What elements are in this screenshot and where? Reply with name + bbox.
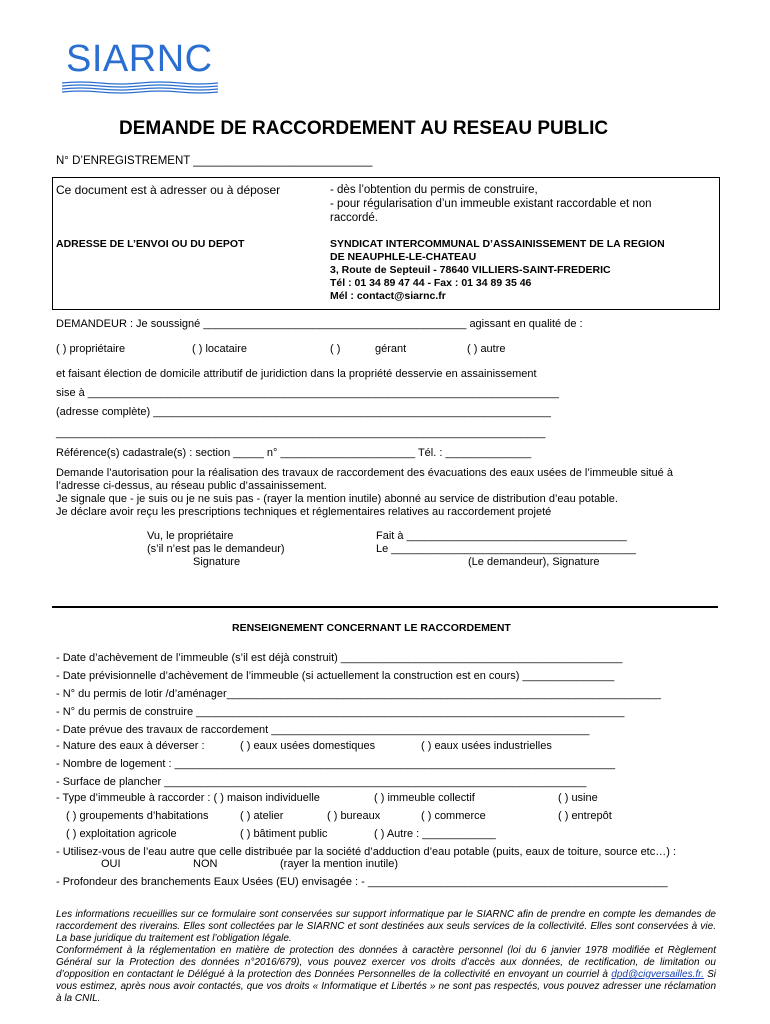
send-instruction: Ce document est à adresser ou à déposer [56, 183, 281, 197]
answer-no[interactable]: NON [193, 858, 218, 870]
address-extra-line[interactable]: ________________________________________________________________________________ [56, 427, 546, 439]
checkbox-industrial-water[interactable]: ( ) eaux usées industrielles [421, 740, 552, 752]
checkbox-offices[interactable]: ( ) bureaux [327, 810, 381, 822]
address-line-1: SYNDICAT INTERCOMMUNAL D’ASSAINISSEMENT DE LA REGION [330, 238, 665, 250]
cadastral-reference-field[interactable]: Référence(s) cadastrale(s) : section _____ n° ______________________ Tél. : ______________ [56, 447, 532, 459]
deposit-condition-2: - pour régularisation d’un immeuble existant raccordable et non [330, 198, 652, 210]
request-paragraph-4: Je déclare avoir reçu les prescriptions techniques et réglementaires relatives au raccordement projeté [56, 506, 552, 518]
checkbox-manager[interactable]: ( ) [330, 343, 341, 355]
full-address-field[interactable]: (adresse complète) _________________________________________________________________ [56, 406, 551, 418]
applicant-name-field[interactable]: DEMANDEUR : Je soussigné ___________________________________________ agissant en qualité de : [56, 318, 583, 330]
dpo-email-link[interactable]: dpd@cigversailles.fr. [611, 969, 704, 980]
checkbox-other[interactable]: ( ) autre [467, 343, 506, 355]
checkbox-tenant[interactable]: ( ) locataire [192, 343, 248, 355]
completion-date-field[interactable]: - Date d’achèvement de l’immeuble (s’il est déjà construit) ______________________________________________ [56, 652, 623, 664]
election-text: et faisant élection de domicile attributif de juridiction dans la propriété desservie en assainissement [56, 368, 537, 380]
checkbox-public-building[interactable]: ( ) bâtiment public [240, 828, 328, 840]
applicant-signature[interactable]: (Le demandeur), Signature [468, 556, 600, 568]
privacy-paragraph-2: Conformément à la réglementation en matière de protection des données à caractère personnel (loi du 6 janvier 1978 modifiée et Règlement Général sur la Protection des données n°2016/679), vous pouvez exercer vos droits d’accès aux données, de rectification, de limitation ou d’opposition en contactant le Délégué à la protection des Données Personnelles de la collectivité en envoyant un courriel à [56, 945, 716, 980]
manager-label: gérant [375, 343, 407, 355]
deposit-condition-1: - dès l’obtention du permis de construire, [330, 184, 538, 196]
owner-signature-label: Vu, le propriétaire [147, 530, 234, 542]
checkbox-workshop[interactable]: ( ) atelier [240, 810, 284, 822]
section-title: RENSEIGNEMENT CONCERNANT LE RACCORDEMENT [232, 622, 511, 634]
address-phone: Tél : 01 34 89 47 44 - Fax : 01 34 89 35 46 [330, 277, 532, 289]
address-label: ADRESSE DE L’ENVOI OU DU DEPOT [56, 238, 245, 250]
logo-text: SIARNC [66, 38, 213, 80]
date-field[interactable]: Le ________________________________________ [376, 543, 636, 555]
checkbox-other-type[interactable]: ( ) Autre : ____________ [374, 828, 496, 840]
address-email: Mél : contact@siarnc.fr [330, 290, 446, 302]
location-field[interactable]: sise à _____________________________________________________________________________ [56, 387, 559, 399]
answer-yes[interactable]: OUI [101, 858, 121, 870]
depth-field[interactable]: - Profondeur des branchements Eaux Usées (EU) envisagée : - _________________________________________________ [56, 876, 668, 888]
page-title: DEMANDE DE RACCORDEMENT AU RESEAU PUBLIC [119, 118, 609, 139]
checkbox-owner[interactable]: ( ) propriétaire [56, 343, 126, 355]
checkbox-factory[interactable]: ( ) usine [558, 792, 598, 804]
other-water-question: - Utilisez-vous de l’eau autre que celle distribuée par la société d’adduction d’eau potable (puits, eaux de toiture, source etc…) : [56, 846, 677, 858]
development-permit-field[interactable]: - N° du permis de lotir /d’aménager_______________________________________________________________________ [56, 688, 662, 700]
building-permit-field[interactable]: - N° du permis de construire ______________________________________________________________________ [56, 706, 625, 718]
address-line-2: DE NEAUPHLE-LE-CHATEAU [330, 251, 477, 263]
checkbox-shop[interactable]: ( ) commerce [421, 810, 486, 822]
owner-signature-note: (s’il n’est pas le demandeur) [147, 543, 285, 555]
request-paragraph-3: Je signale que - je suis ou je ne suis pas - (rayer la mention inutile) abonné au service de distribution d’eau potable. [56, 493, 618, 505]
privacy-paragraph-1: Les informations recueillies sur ce formulaire sont conservées sur support informatique par le SIARNC afin de prendre en compte les demandes de raccordement des riverains. Elles sont collectées par le SIARNC et sont destinées aux seuls services de la collectivité. Elles sont conservées à vie. La base juridique du traitement est l’obligation légale. [56, 909, 716, 944]
checkbox-farm[interactable]: ( ) exploitation agricole [66, 828, 177, 840]
checkbox-housing-group[interactable]: ( ) groupements d’habitations [66, 810, 209, 822]
housing-count-field[interactable]: - Nombre de logement : ________________________________________________________________________ [56, 758, 616, 770]
water-nature-label: - Nature des eaux à déverser : [56, 740, 205, 752]
checkbox-domestic-water[interactable]: ( ) eaux usées domestiques [240, 740, 376, 752]
checkbox-collective[interactable]: ( ) immeuble collectif [374, 792, 475, 804]
address-line-3: 3, Route de Septeuil - 78640 VILLIERS-SAINT-FREDERIC [330, 264, 611, 276]
section-divider [52, 606, 718, 608]
logo-waves [60, 80, 220, 96]
works-date-field[interactable]: - Date prévue des travaux de raccordement ____________________________________________________ [56, 724, 590, 736]
floor-area-field[interactable]: - Surface de plancher _____________________________________________________________________ [56, 776, 587, 788]
owner-signature[interactable]: Signature [193, 556, 241, 568]
request-paragraph-1: Demande l’autorisation pour la réalisation des travaux de raccordement des évacuations des eaux usées de l’immeuble situé à [56, 467, 673, 479]
checkbox-house[interactable]: - Type d’immeuble à raccorder : ( ) maison individuelle [56, 792, 320, 804]
strike-note: (rayer la mention inutile) [280, 858, 398, 870]
privacy-notice [56, 909, 716, 1005]
request-paragraph-2: l’adresse ci-dessus, au réseau public d’assainissement. [56, 480, 327, 492]
privacy-paragraph-3: Si vous estimez, après nous avoir contactés, que vos droits « Informatique et Libertés » ne sont pas respectés, vous pouvez adresser une réclamation à la CNIL. [56, 969, 717, 1004]
place-field[interactable]: Fait à ____________________________________ [376, 530, 627, 542]
checkbox-warehouse[interactable]: ( ) entrepôt [558, 810, 612, 822]
deposit-condition-3: raccordé. [330, 212, 378, 224]
registration-number-field[interactable]: N° D’ENREGISTREMENT ____________________________ [56, 155, 373, 167]
planned-completion-field[interactable]: - Date prévisionnelle d’achèvement de l’immeuble (si actuellement la construction est en cours) _______________ [56, 670, 615, 682]
